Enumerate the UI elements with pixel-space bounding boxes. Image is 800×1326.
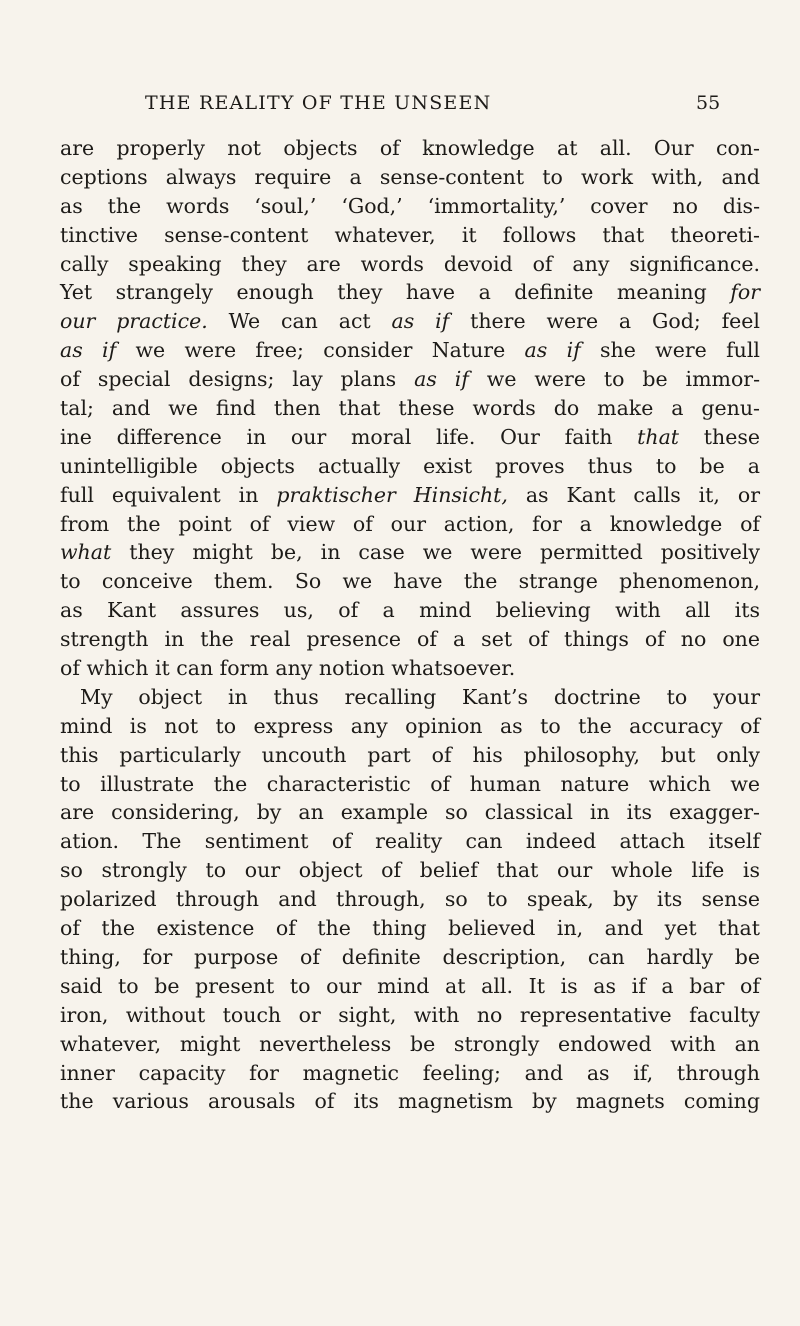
text-run: we were to be immor-	[468, 367, 761, 392]
text-run: thing, for purpose of definite description, can hardly be	[60, 944, 760, 969]
text-line	[60, 972, 760, 1001]
running-head-title: THE REALITY OF THE UNSEEN	[145, 92, 492, 114]
text-line	[60, 481, 760, 510]
italic-text: that	[637, 424, 680, 449]
text-run: ation. The sentiment of reality can indeed attach itself	[60, 829, 760, 854]
italic-text: praktischer Hinsicht,	[276, 482, 508, 507]
text-run: there were a God; feel	[449, 309, 760, 334]
text-run: inner capacity for magnetic feeling; and as if, through	[60, 1060, 760, 1085]
text-line	[60, 278, 760, 307]
page-number: 55	[696, 92, 721, 114]
text-run: to illustrate the characteristic of human nature which we	[60, 771, 760, 796]
italic-text: as if	[391, 309, 450, 334]
text-run: of the existence of the thing believed in, and yet that	[60, 916, 760, 941]
text-line	[60, 827, 760, 856]
text-run: she were full	[580, 338, 760, 363]
text-run: as Kant assures us, of a mind believing with all its	[60, 598, 760, 623]
text-line	[60, 221, 760, 250]
text-run: the various arousals of its magnetism by magnets coming	[60, 1089, 760, 1114]
text-line	[60, 163, 760, 192]
running-head	[0, 92, 800, 122]
text-line	[60, 394, 760, 423]
italic-text: as if	[60, 338, 117, 363]
text-line	[60, 307, 760, 336]
italic-text: what	[60, 540, 112, 565]
text-line	[60, 596, 760, 625]
text-run: iron, without touch or sight, with no representative faculty	[60, 1002, 760, 1027]
text-line	[60, 885, 760, 914]
text-run: full equivalent in	[60, 482, 277, 507]
text-run: whatever, might nevertheless be strongly endowed with an	[60, 1031, 760, 1056]
italic-text: our practice.	[60, 309, 208, 334]
text-run: are considering, by an example so classical in its exagger-	[60, 800, 760, 825]
text-run: ceptions always require a sense-content to work with, and	[60, 164, 760, 189]
text-line	[60, 798, 760, 827]
text-line	[60, 538, 760, 567]
text-line	[60, 1087, 760, 1116]
text-run: these	[679, 424, 760, 449]
text-line	[60, 770, 760, 799]
text-run: unintelligible objects actually exist proves thus to be a	[60, 453, 760, 478]
text-run: as the words ‘soul,’ ‘God,’ ‘immortality,’ cover no dis-	[60, 193, 760, 218]
text-run: of special designs; lay plans	[60, 367, 415, 392]
text-run: cally speaking they are words devoid of any significance.	[60, 251, 760, 276]
text-run: polarized through and through, so to speak, by its sense	[60, 887, 760, 912]
text-run: tinctive sense-content whatever, it follows that theoreti-	[60, 222, 760, 247]
text-run: as Kant calls it, or	[507, 482, 760, 507]
text-line	[60, 914, 760, 943]
text-line	[60, 654, 760, 683]
text-line	[60, 452, 760, 481]
text-run: mind is not to express any opinion as to the accuracy of	[60, 713, 760, 738]
italic-text: as if	[414, 367, 469, 392]
text-run: tal; and we find then that these words do make a genu-	[60, 396, 760, 421]
text-line	[60, 250, 760, 279]
italic-text: as if	[524, 338, 581, 363]
text-run: of which it can form any notion whatsoever.	[60, 656, 516, 681]
text-run: from the point of view of our action, for a knowledge of	[60, 511, 760, 536]
text-run: We can act	[207, 309, 392, 334]
text-line	[60, 510, 760, 539]
text-line	[60, 712, 760, 741]
text-line	[60, 1030, 760, 1059]
text-run: My object in thus recalling Kant’s doctrine to your	[80, 684, 760, 709]
body-text	[60, 134, 780, 1116]
text-run: so strongly to our object of belief that our whole life is	[60, 858, 760, 883]
text-run: we were free; consider Nature	[116, 338, 525, 363]
text-line	[60, 741, 760, 770]
text-line	[60, 1059, 760, 1088]
text-run: this particularly uncouth part of his philosophy, but only	[60, 742, 760, 767]
text-line	[60, 567, 760, 596]
text-line	[60, 336, 760, 365]
text-line	[60, 423, 760, 452]
text-line	[60, 192, 760, 221]
text-line	[60, 856, 760, 885]
text-run: ine difference in our moral life. Our faith	[60, 424, 638, 449]
text-line	[60, 134, 760, 163]
text-run: to conceive them. So we have the strange phenomenon,	[60, 569, 760, 594]
text-line	[60, 1001, 760, 1030]
text-run: Yet strangely enough they have a definite meaning	[60, 280, 731, 305]
text-run: they might be, in case we were permitted positively	[111, 540, 760, 565]
text-run: are properly not objects of knowledge at all. Our con-	[60, 136, 760, 160]
text-line	[60, 943, 760, 972]
text-run: said to be present to our mind at all. It is as if a bar of	[60, 973, 760, 998]
text-line	[60, 365, 760, 394]
italic-text: for	[730, 280, 760, 305]
text-line	[60, 625, 760, 654]
text-run: strength in the real presence of a set of things of no one	[60, 627, 760, 652]
text-line	[60, 683, 760, 712]
